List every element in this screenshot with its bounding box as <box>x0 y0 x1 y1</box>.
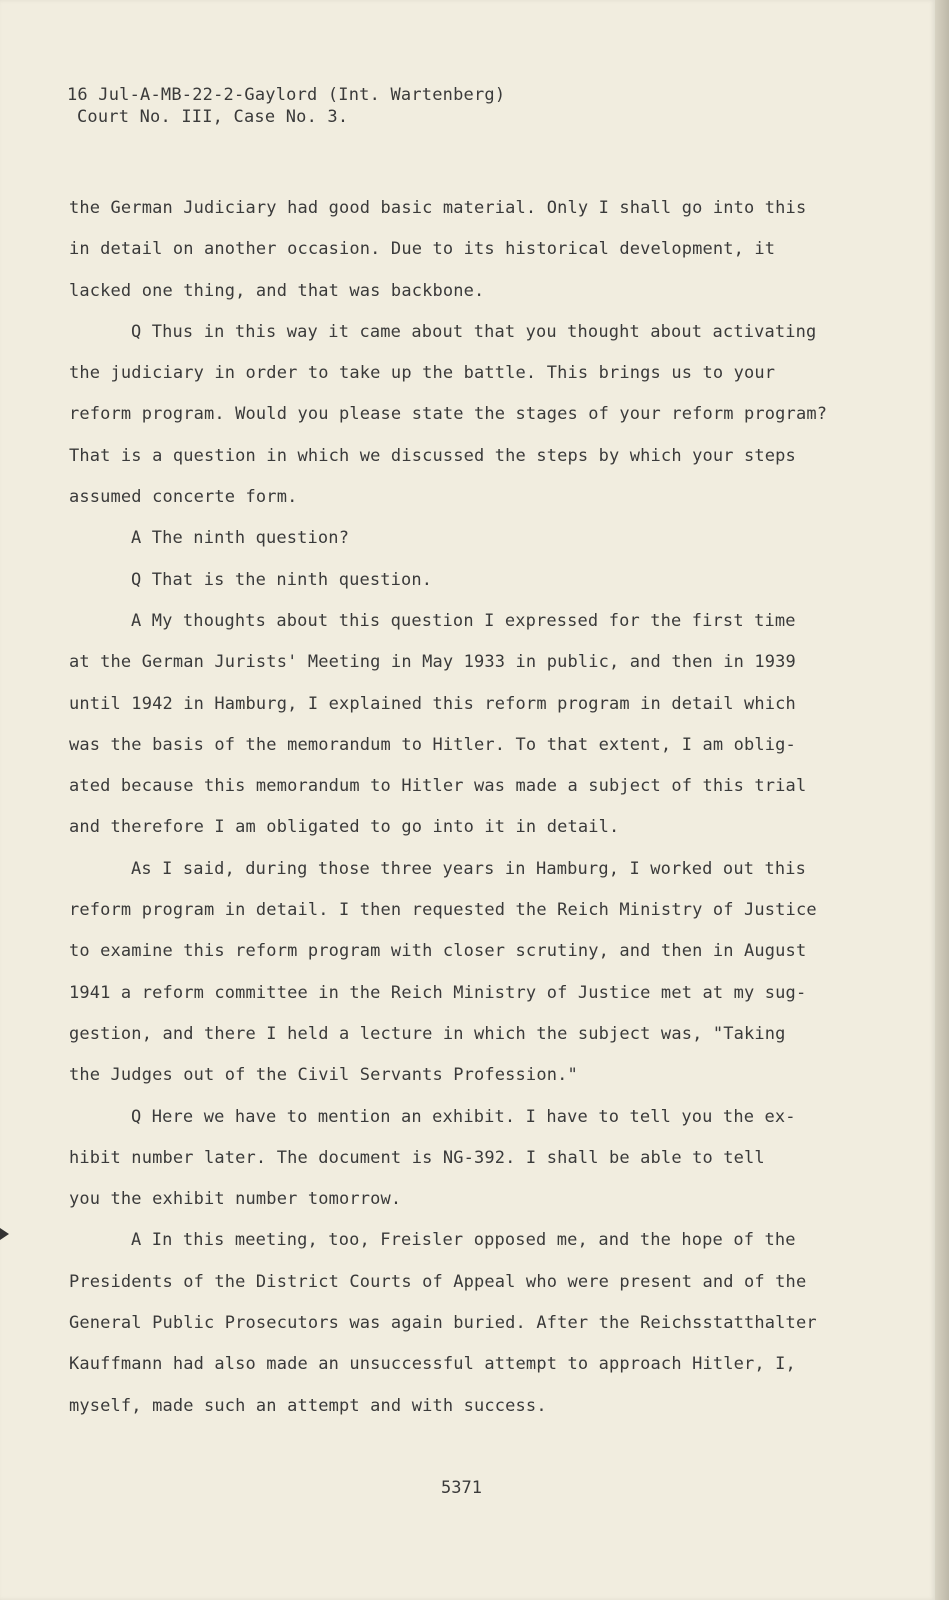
text-line: Q That is the ninth question. <box>131 569 433 590</box>
text-line: Presidents of the District Courts of Appeal who were present and of the <box>69 1271 807 1292</box>
paragraph <box>69 312 829 518</box>
text-line: 1941 a reform committee in the Reich Ministry of Justice met at my sug- <box>69 982 807 1003</box>
text-line: you the exhibit number tomorrow. <box>69 1189 402 1210</box>
text-line: the judiciary in order to take up the battle. This brings us to your <box>69 363 776 384</box>
text-line: the Judges out of the Civil Servants Profession." <box>69 1065 578 1086</box>
text-line: gestion, and there I held a lecture in which the subject was, "Taking <box>69 1023 786 1044</box>
page-header <box>67 84 505 128</box>
paragraph <box>69 849 829 1097</box>
binding-mark <box>0 1228 9 1240</box>
text-line: until 1942 in Hamburg, I explained this reform program in detail which <box>69 693 796 714</box>
header-line-2: Court No. III, Case No. 3. <box>77 107 349 127</box>
text-line: A In this meeting, too, Freisler opposed me, and the hope of the <box>131 1230 796 1251</box>
paragraph <box>69 560 829 601</box>
text-line: to examine this reform program with closer scrutiny, and then in August <box>69 941 807 962</box>
text-line: Kauffmann had also made an unsuccessful attempt to approach Hitler, I, <box>69 1354 796 1375</box>
text-line: at the German Jurists' Meeting in May 1933 in public, and then in 1939 <box>69 652 796 673</box>
text-line: myself, made such an attempt and with success. <box>69 1395 547 1416</box>
paragraph <box>69 601 829 849</box>
text-line: lacked one thing, and that was backbone. <box>69 280 485 301</box>
text-line: ated because this memorandum to Hitler was made a subject of this trial <box>69 776 807 797</box>
text-line: the German Judiciary had good basic material. Only I shall go into this <box>69 198 807 218</box>
text-line: in detail on another occasion. Due to its historical development, it <box>69 239 776 260</box>
text-line: A The ninth question? <box>131 528 350 549</box>
text-line: As I said, during those three years in Hamburg, I worked out this <box>131 858 807 879</box>
paragraph <box>69 1220 829 1426</box>
paragraph <box>69 518 829 559</box>
text-line: Q Here we have to mention an exhibit. I have to tell you the ex- <box>131 1106 796 1127</box>
text-line: hibit number later. The document is NG-392. I shall be able to tell <box>69 1147 765 1168</box>
text-line: was the basis of the memorandum to Hitler. To that extent, I am oblig- <box>69 734 796 755</box>
text-line: A My thoughts about this question I expressed for the first time <box>131 610 796 631</box>
text-line: reform program. Would you please state the stages of your reform program? <box>69 404 828 425</box>
text-line: assumed concerte form. <box>69 487 298 508</box>
text-line: That is a question in which we discussed the steps by which your steps <box>69 445 796 466</box>
text-line: and therefore I am obligated to go into it in detail. <box>69 817 620 838</box>
transcript-body <box>69 188 829 1427</box>
page-edge <box>935 0 949 1600</box>
text-line: Q Thus in this way it came about that you thought about activating <box>131 321 817 342</box>
page-number: 5371 <box>441 1478 482 1498</box>
text-line: General Public Prosecutors was again buried. After the Reichsstatthalter <box>69 1313 817 1334</box>
paragraph <box>69 1097 829 1221</box>
header-line-1: 16 Jul-A-MB-22-2-Gaylord (Int. Wartenberg) <box>67 85 506 105</box>
paragraph <box>69 188 829 312</box>
text-line: reform program in detail. I then requested the Reich Ministry of Justice <box>69 900 817 921</box>
